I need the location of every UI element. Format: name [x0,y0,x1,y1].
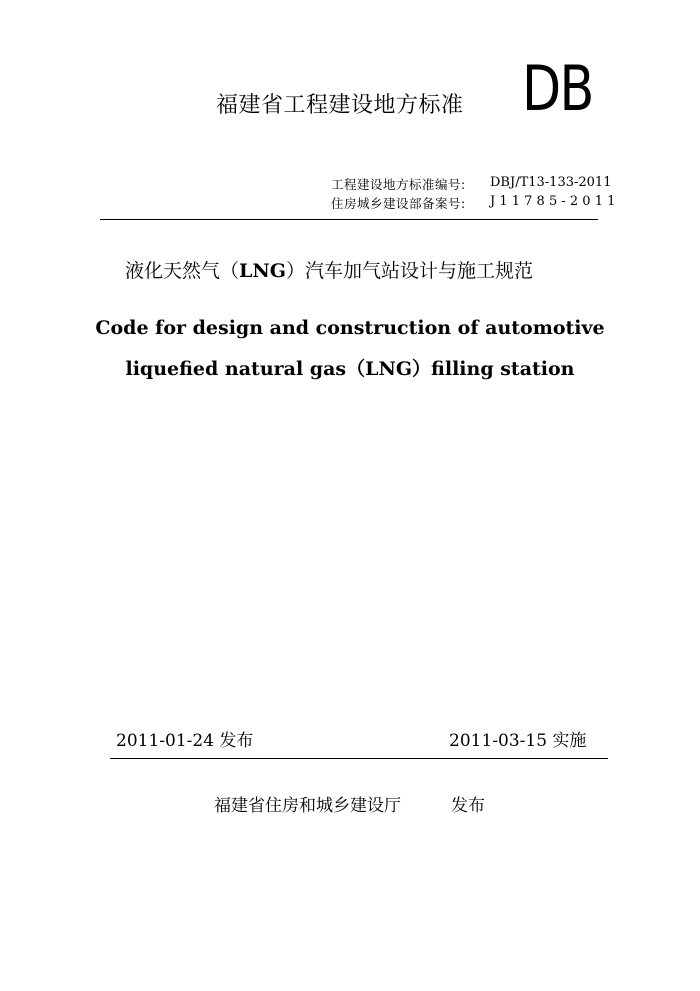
implementation-date: 2011-03-15 实施 [449,731,587,751]
standard-number-label: 工程建设地方标准编号: [331,177,466,192]
chinese-title-abbr: LNG [239,260,286,282]
standard-number-value: DBJ/T13-133-2011 [490,175,612,190]
chinese-title [125,256,533,283]
record-number-value: J 1 1 7 8 5 - 2 0 1 1 [490,194,616,209]
publisher-name: 福建省住房和城乡建设厅 [214,796,401,816]
chinese-title-prefix: 液化天然气（ [125,260,240,282]
footer-divider [110,758,608,759]
header-divider [100,219,598,220]
db-logo: DB [522,52,593,125]
english-title-line-1: Code for design and construction of automotive [95,317,605,339]
chinese-title-suffix: ）汽车加气站设计与施工规范 [285,260,533,282]
english-title-line-2: liquefied natural gas（LNG）filling station [125,358,575,380]
issue-date: 2011-01-24 发布 [116,731,254,751]
standard-category-title: 福建省工程建设地方标准 [216,93,464,118]
record-number-label: 住房城乡建设部备案号: [331,196,466,211]
publisher-action: 发布 [451,796,485,816]
